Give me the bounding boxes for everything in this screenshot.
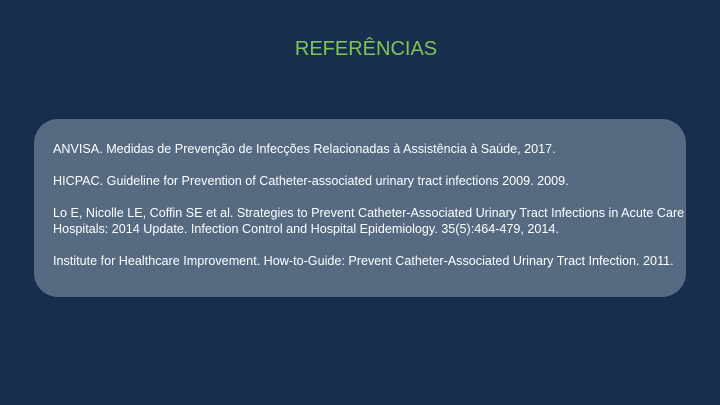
page-title: REFERÊNCIAS bbox=[294, 38, 438, 60]
reference-item: Institute for Healthcare Improvement. How-to-Guide: Prevent Catheter-Associated Urinary Tract Infection. 2011. bbox=[53, 254, 674, 268]
reference-item: Lo E, Nicolle LE, Coffin SE et al. Strategies to Prevent Catheter-Associated Urinary Tract Infections in Acute Care Hospitals: 2014 Update. Infection Control and Hospital Epidemiology. 35(5):464-479, 2014. bbox=[53, 206, 685, 236]
reference-item: ANVISA. Medidas de Prevenção de Infecções Relacionadas à Assistência à Saúde, 2017. bbox=[53, 142, 556, 156]
reference-item: HICPAC. Guideline for Prevention of Catheter-associated urinary tract infections 2009. 2009. bbox=[53, 174, 569, 188]
references-box bbox=[34, 119, 686, 297]
